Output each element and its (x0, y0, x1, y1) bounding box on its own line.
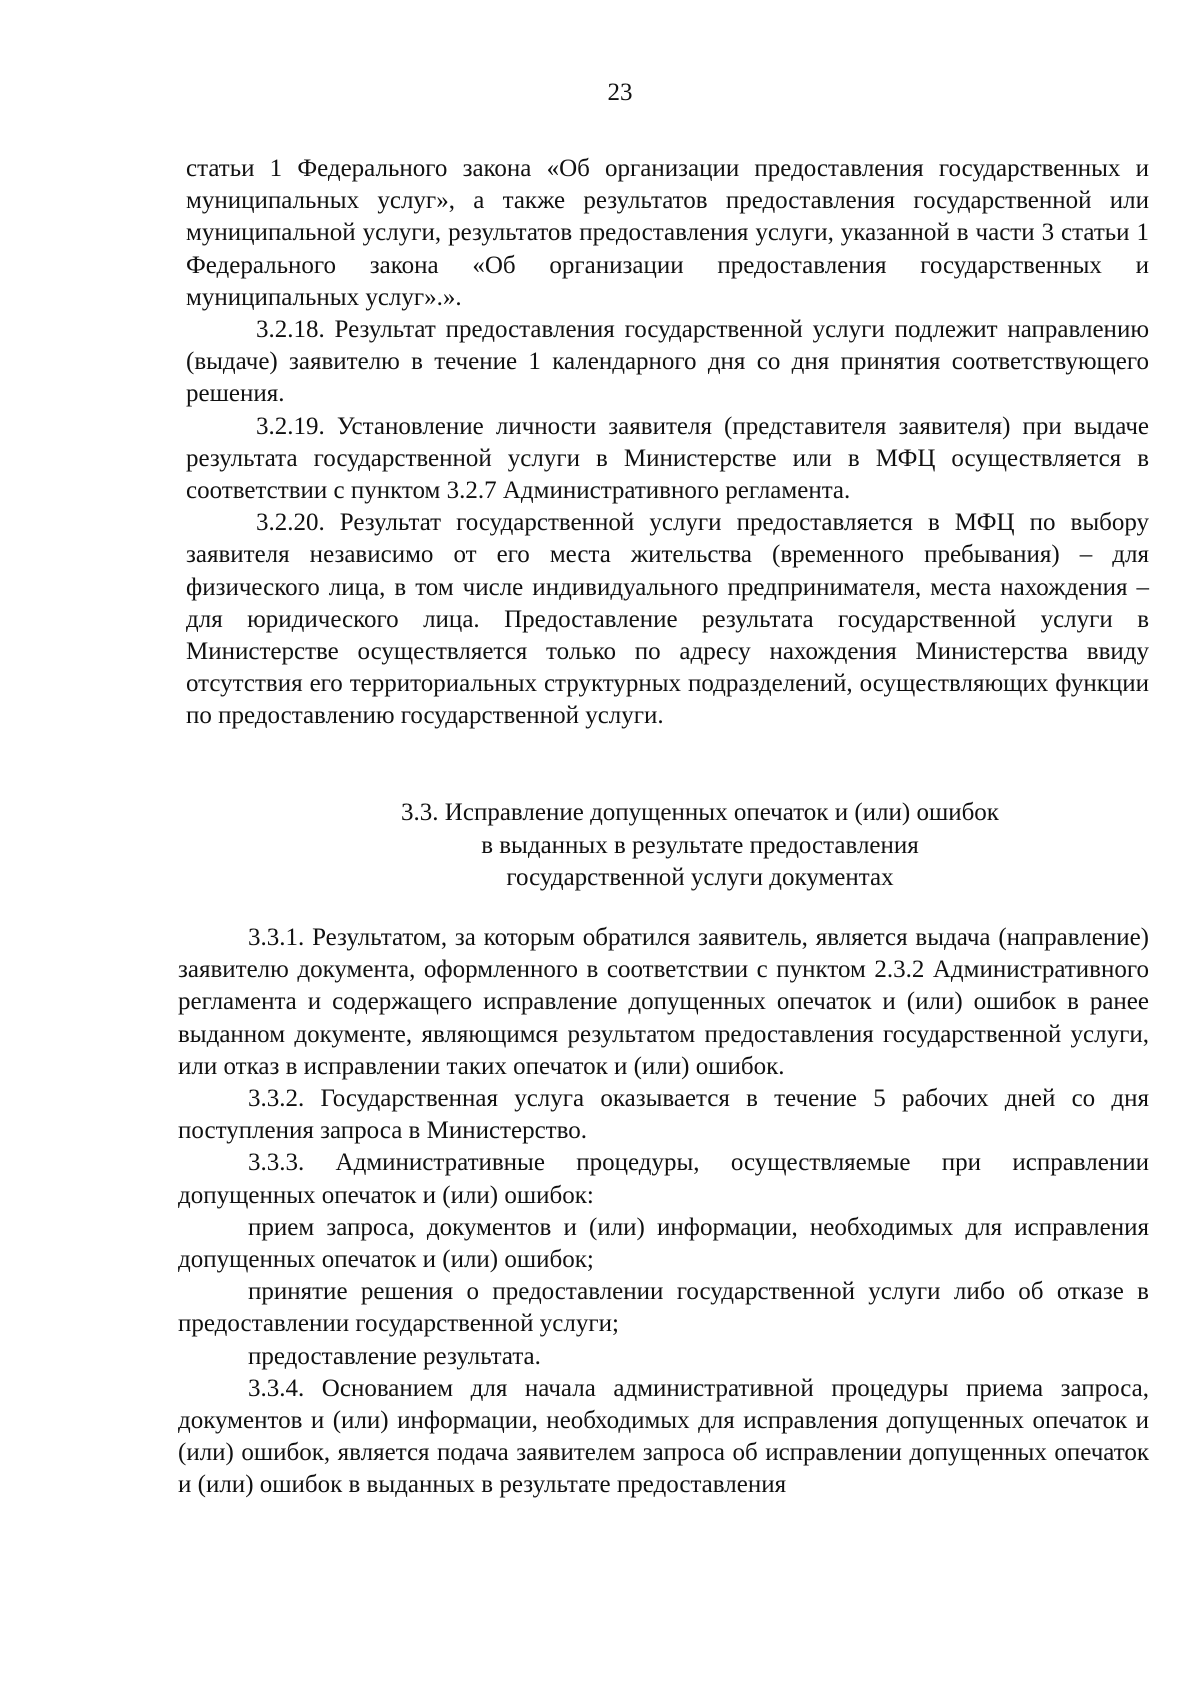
list-item-decision: принятие решения о предоставлении государственной услуги либо об отказе в предоставлении государственной услуги; (178, 1278, 1149, 1338)
top-text-block (186, 153, 1149, 733)
paragraph-3-3-2: 3.3.2. Государственная услуга оказывается в течение 5 рабочих дней со дня поступления запроса в Министерство. (178, 1085, 1149, 1145)
paragraph-3-2-20: 3.2.20. Результат государственной услуги предоставляется в МФЦ по выбору заявителя независимо от его места жительства (временного пребывания) – для физического лица, в том числе индивидуального предпринимателя, места нахождения – для юридического лица. Предоставление результата государственной услуги в Министерстве осуществляется только по адресу нахождения Министерства ввиду отсутствия его территориальных структурных подразделений, осуществляющих функции по предоставлению государственной услуги. (186, 509, 1149, 730)
paragraph-3-2-18: 3.2.18. Результат предоставления государственной услуги подлежит направлению (выдаче) заявителю в течение 1 календарного дня со дня принятия соответствующего решения. (186, 316, 1149, 408)
list-item-request-intake: прием запроса, документов и (или) информации, необходимых для исправления допущенных опечаток и (или) ошибок; (178, 1213, 1149, 1274)
paragraph-3-2-19: 3.2.19. Установление личности заявителя (представителя заявителя) при выдаче результата государственной услуги в Министерстве или в МФЦ осуществляется в соответствии с пунктом 3.2.7 Административного регламента. (186, 412, 1149, 505)
section-heading-line: 3.3. Исправление допущенных опечаток и (или) ошибок (401, 799, 999, 826)
paragraph-3-3-4: 3.3.4. Основанием для начала административной процедуры приема запроса, документов и (или) информации, необходимых для исправления допущенных опечаток и (или) ошибок, является подача заявителем запроса об исправлении допущенных опечаток и (или) ошибок в выданных в результате предоставления (178, 1374, 1149, 1499)
page-number: 23 (607, 79, 633, 106)
section-heading-line: государственной услуги документах (506, 864, 894, 891)
paragraph-continuation: статьи 1 Федерального закона «Об организации предоставления государственных и муниципальных услуг», а также результатов предоставления государственной или муниципальной услуги, результатов предоставления услуги, указанной в части 3 статьи 1 Федерального закона «Об организации предоставления государственных и муниципальных услуг».». (186, 155, 1149, 311)
paragraph-3-3-3: 3.3.3. Административные процедуры, осуществляемые при исправлении допущенных опечаток и (или) ошибок: (178, 1149, 1149, 1209)
section-heading-line: в выданных в результате предоставления (481, 831, 919, 859)
section-heading (300, 797, 1100, 895)
paragraph-3-3-1: 3.3.1. Результатом, за которым обратился заявитель, является выдача (направление) заявителю документа, оформленного в соответствии с пунктом 2.3.2 Административного регламента и содержащего исправление допущенных опечаток и (или) ошибок в ранее выданном документе, являющимся результатом предоставления государственной услуги, или отказ в исправлении таких опечаток и (или) ошибок. (178, 924, 1149, 1080)
bottom-text-block (178, 922, 1149, 1502)
list-item-result: предоставление результата. (248, 1342, 541, 1370)
